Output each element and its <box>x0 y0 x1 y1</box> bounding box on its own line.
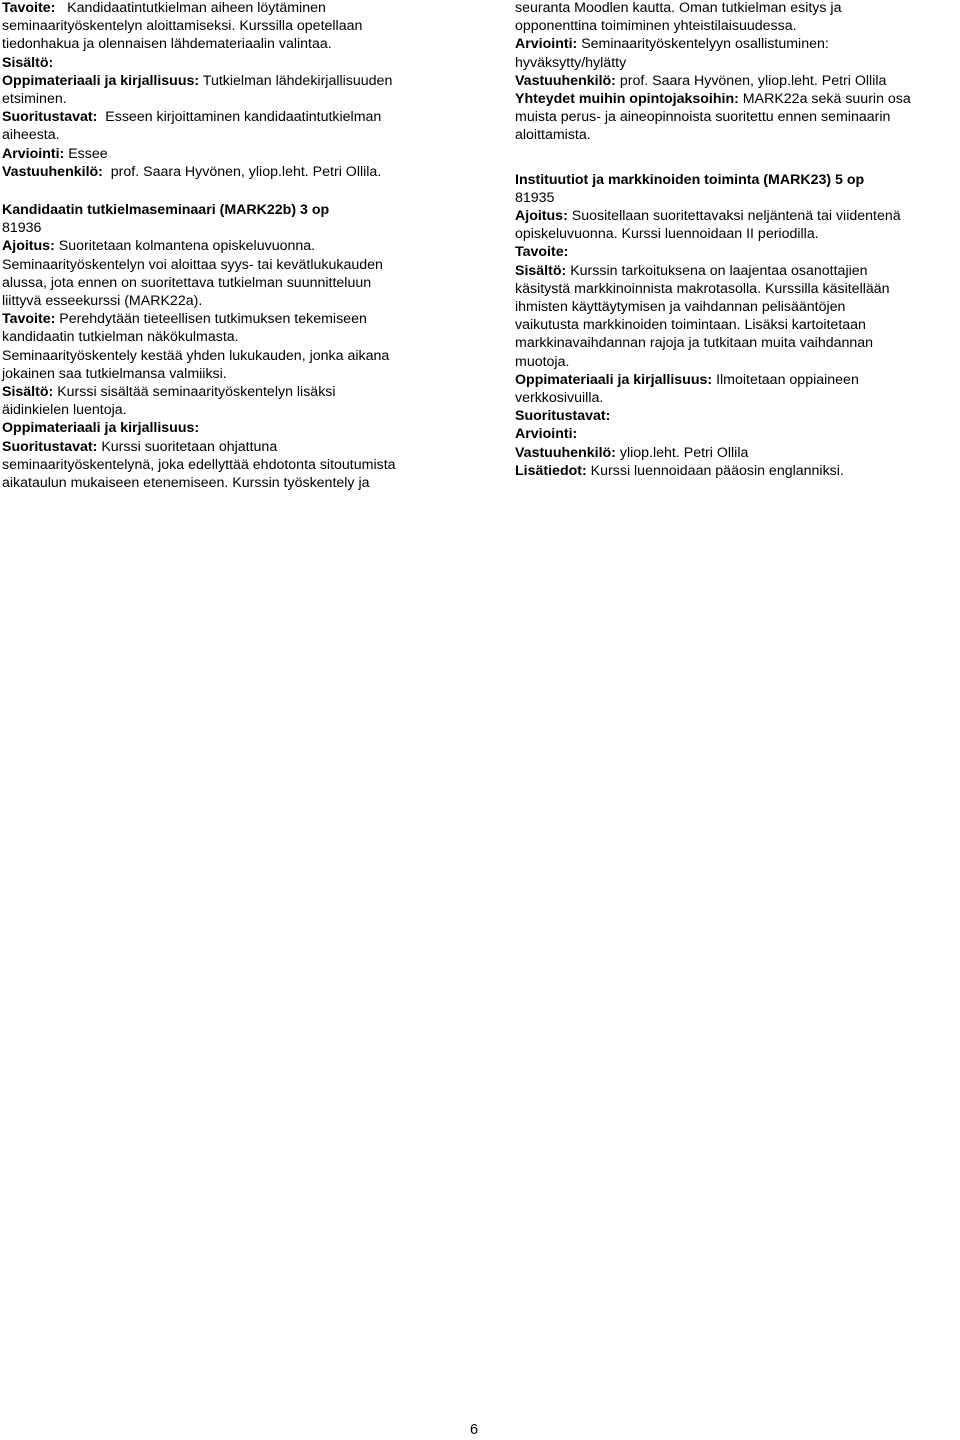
text-line <box>515 298 960 316</box>
field-label: Oppimateriaali ja kirjallisuus: <box>2 420 200 437</box>
field-text: kandidaatin tutkielman näkökulmasta. <box>2 329 239 346</box>
field-label: Sisältö: <box>2 54 54 71</box>
field-label: Suoritustavat: <box>515 408 611 425</box>
field-text: vaikutusta markkinoiden toimintaan. Lisäksi kartoitetaan <box>515 317 866 334</box>
field-text: yliop.leht. Petri Ollila <box>615 444 749 461</box>
text-line <box>515 371 960 389</box>
course-block-mark22a <box>2 0 454 181</box>
field-text: 81935 <box>515 189 555 206</box>
field-label: Yhteydet muihin opintojaksoihin: <box>515 91 739 108</box>
text-line <box>515 54 960 72</box>
field-text: aloittamista. <box>515 127 591 144</box>
text-line <box>2 310 454 328</box>
field-text: tiedonhakua ja olennaisen lähdemateriaalin valintaa. <box>2 36 332 53</box>
field-label: Oppimateriaali ja kirjallisuus: <box>2 72 200 89</box>
field-label: Suoritustavat: <box>2 438 98 455</box>
text-line <box>515 425 960 443</box>
text-line <box>515 90 960 108</box>
text-line <box>515 207 960 225</box>
field-label: Tavoite: <box>2 311 56 328</box>
text-line <box>515 462 960 480</box>
course-title <box>2 201 454 219</box>
field-text: Seminaarityöskentelyyn osallistuminen: <box>577 36 829 53</box>
text-line <box>2 328 454 346</box>
field-label: Lisätiedot: <box>515 462 587 479</box>
right-column <box>515 0 960 480</box>
field-text: seuranta Moodlen kautta. Oman tutkielman esitys ja <box>515 0 842 16</box>
text-line <box>515 72 960 90</box>
text-line <box>515 280 960 298</box>
text-line <box>2 383 454 401</box>
field-text: Seminaarityöskentelyn voi aloittaa syys- tai kevätlukukauden <box>2 256 383 273</box>
course-block-mark22b-cont <box>515 0 960 145</box>
text-line <box>2 90 454 108</box>
field-text: aiheesta. <box>2 127 60 144</box>
text-line <box>2 292 454 310</box>
field-text: muista perus- ja aineopinnoista suoritettu ennen seminaarin <box>515 109 891 126</box>
field-text: Kurssi luennoidaan pääosin englanniksi. <box>586 462 844 479</box>
field-text: Kurssin tarkoituksena on laajentaa osanottajien <box>566 262 868 279</box>
text-line <box>515 407 960 425</box>
field-label: Sisältö: <box>2 384 54 401</box>
field-text: Kurssi suoritetaan ohjattuna <box>97 438 278 455</box>
field-text: alussa, jota ennen on suoritettava tutkielman suunnitteluun <box>2 274 372 291</box>
field-text: Suositellaan suoritettavaksi neljäntenä tai viidentenä <box>567 208 901 225</box>
text-line <box>2 0 454 17</box>
text-line <box>515 0 960 17</box>
field-text: Tutkielman lähdekirjallisuuden <box>199 72 393 89</box>
field-label: Ajoitus: <box>515 208 568 225</box>
field-text: Perehdytään tieteellisen tutkimuksen tekemiseen <box>55 311 367 328</box>
field-text: 81936 <box>2 220 42 237</box>
field-label: Arviointi: <box>515 426 578 443</box>
text-line <box>515 444 960 462</box>
text-line <box>515 17 960 35</box>
course-block-mark23 <box>515 171 960 480</box>
text-line <box>515 389 960 407</box>
text-line <box>515 316 960 334</box>
field-text: hyväksytty/hylätty <box>515 54 627 71</box>
field-text: Kurssi sisältää seminaarityöskentelyn lisäksi <box>53 384 336 401</box>
field-label: Instituutiot ja markkinoiden toiminta (MARK23) 5 op <box>515 171 865 188</box>
field-label: Oppimateriaali ja kirjallisuus: <box>515 371 713 388</box>
field-text: seminaarityöskentelyn aloittamiseksi. Kurssilla opetellaan <box>2 18 363 35</box>
field-text: Esseen kirjoittaminen kandidaatintutkielman <box>97 109 382 126</box>
text-line <box>515 262 960 280</box>
field-text: opiskeluvuonna. Kurssi luennoidaan II periodilla. <box>515 226 819 243</box>
field-text: aikataulun mukaiseen etenemiseen. Kurssin työskentely ja <box>2 475 370 492</box>
field-text: verkkosivuilla. <box>515 390 604 407</box>
text-line <box>2 256 454 274</box>
field-text: äidinkielen luentoja. <box>2 402 127 419</box>
text-line <box>2 401 454 419</box>
text-line <box>2 17 454 35</box>
course-block-mark22b <box>2 201 454 492</box>
field-text: liittyvä esseekurssi (MARK22a). <box>2 293 203 310</box>
field-text: prof. Saara Hyvönen, yliop.leht. Petri Ollila <box>615 72 887 89</box>
text-line <box>2 456 454 474</box>
left-column <box>2 0 454 492</box>
field-text: opponenttina toimiminen yhteistilaisuudessa. <box>515 18 797 35</box>
field-text: käsitystä markkinoinnista makrotasolla. Kurssilla käsitellään <box>515 280 890 297</box>
text-line <box>515 108 960 126</box>
text-line <box>515 35 960 53</box>
text-line <box>2 237 454 255</box>
field-text: Essee <box>64 145 108 162</box>
text-line <box>515 126 960 144</box>
text-line <box>2 72 454 90</box>
field-text: ihmisten käyttäytymisen ja vaihdannan pelisääntöjen <box>515 299 846 316</box>
course-code <box>515 189 960 207</box>
text-line <box>2 419 454 437</box>
text-line <box>2 108 454 126</box>
field-label: Ajoitus: <box>2 238 55 255</box>
field-text: Suoritetaan kolmantena opiskeluvuonna. <box>54 238 316 255</box>
field-label: Tavoite: <box>515 244 569 261</box>
page-number: 6 <box>470 1422 479 1438</box>
field-label: Suoritustavat: <box>2 109 98 126</box>
field-text: Seminaarityöskentely kestää yhden lukukauden, jonka aikana <box>2 347 390 364</box>
field-text: prof. Saara Hyvönen, yliop.leht. Petri Ollila. <box>102 163 382 180</box>
course-title <box>515 171 960 189</box>
text-line <box>515 225 960 243</box>
field-label: Arviointi: <box>515 36 578 53</box>
field-label: Kandidaatin tutkielmaseminaari (MARK22b) 3 op <box>2 202 330 219</box>
field-text: etsiminen. <box>2 91 67 108</box>
field-text: Kandidaatintutkielman aiheen löytäminen <box>55 0 326 16</box>
text-line <box>515 243 960 261</box>
text-line <box>2 438 454 456</box>
field-label: Vastuuhenkilö: <box>515 444 616 461</box>
field-text: MARK22a sekä suurin osa <box>738 91 911 108</box>
field-label: Vastuuhenkilö: <box>2 163 103 180</box>
field-label: Tavoite: <box>2 0 56 16</box>
text-line <box>2 474 454 492</box>
field-text: jokainen saa tutkielmansa valmiiksi. <box>2 365 227 382</box>
course-code <box>2 219 454 237</box>
field-text: seminaarityöskentelynä, joka edellyttää ehdotonta sitoutumista <box>2 456 396 473</box>
text-line <box>515 334 960 352</box>
text-line <box>2 365 454 383</box>
field-text: markkinavaihdannan rajoja ja tutkitaan muita vaihdannan <box>515 335 874 352</box>
text-line <box>2 54 454 72</box>
text-line <box>2 35 454 53</box>
text-line <box>2 145 454 163</box>
text-line <box>2 274 454 292</box>
text-line <box>2 347 454 365</box>
field-label: Sisältö: <box>515 262 567 279</box>
field-text: Ilmoitetaan oppiaineen <box>712 371 859 388</box>
text-line <box>515 353 960 371</box>
text-line <box>2 126 454 144</box>
field-label: Arviointi: <box>2 145 65 162</box>
field-text: muotoja. <box>515 353 570 370</box>
text-line <box>2 163 454 181</box>
field-label: Vastuuhenkilö: <box>515 72 616 89</box>
